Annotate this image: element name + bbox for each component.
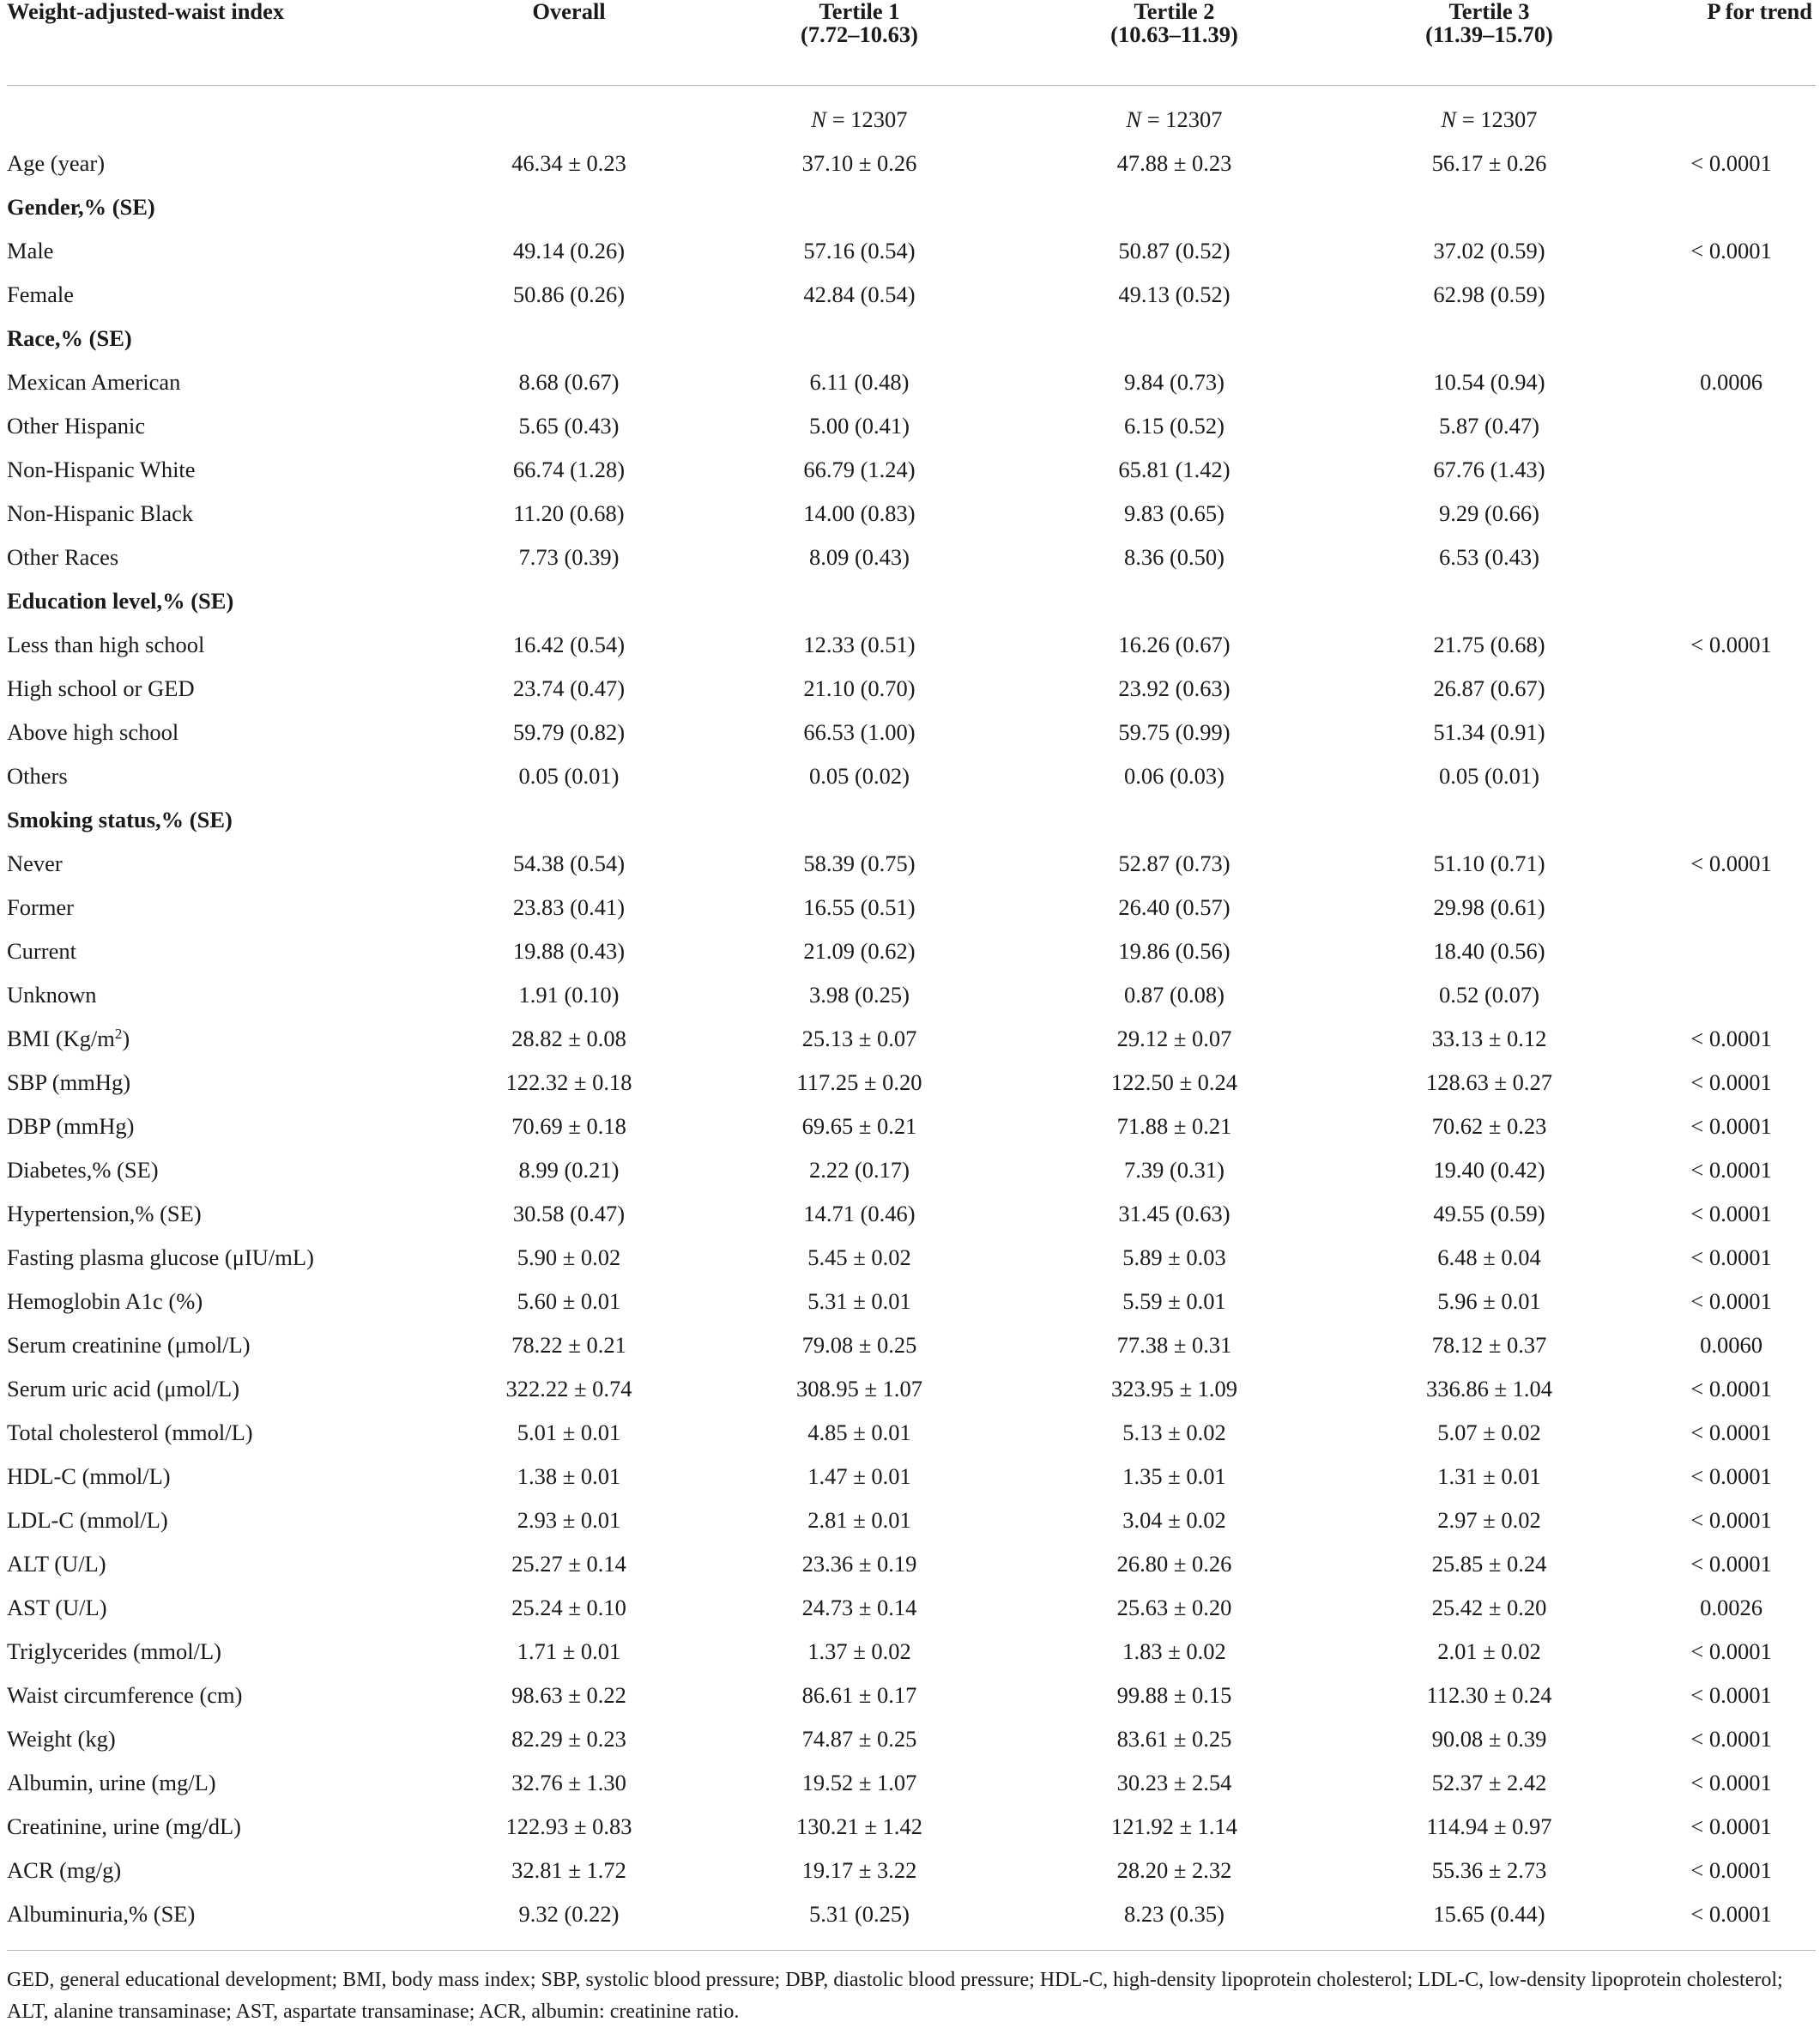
cell-overall: 11.20 (0.68) [513,499,625,526]
cell-p-for-trend: < 0.0001 [1690,1550,1772,1577]
table-row [7,1280,1816,1323]
row-label: Current [7,937,76,964]
cell-tertile-3: 114.94 ± 0.97 [1426,1813,1552,1839]
table-row [7,1411,1816,1455]
cell-p-for-trend: < 0.0001 [1690,1813,1772,1839]
table-body [7,85,1816,1936]
cell-tertile-1: 16.55 (0.51) [803,893,916,920]
row-label: Diabetes,% (SE) [7,1156,159,1183]
cell-p-for-trend: < 0.0001 [1690,1068,1772,1095]
cell-p-for-trend: < 0.0001 [1690,1725,1772,1752]
cell-tertile-3: 78.12 ± 0.37 [1431,1331,1547,1358]
cell-p-for-trend: < 0.0001 [1690,1375,1772,1401]
cell-tertile-2: 0.06 (0.03) [1123,762,1225,789]
cell-overall: 54.38 (0.54) [512,850,626,876]
cell-tertile-3: 15.65 (0.44) [1433,1900,1545,1927]
cell-tertile-3: 25.42 ± 0.20 [1431,1594,1547,1620]
cell-tertile-3: 5.96 ± 0.01 [1437,1287,1541,1314]
cell-tertile-1: 14.00 (0.83) [803,499,916,526]
table-row [7,1674,1816,1717]
cell-p-for-trend [1647,448,1816,492]
cell-overall: 5.01 ± 0.01 [517,1419,621,1445]
section-label: Race,% (SE) [7,324,132,351]
cell-tertile-1: 2.22 (0.17) [808,1156,910,1183]
cell-tertile-3: 112.30 ± 0.24 [1426,1681,1552,1708]
cell-p-for-trend [1647,492,1816,536]
cell-tertile-3: 49.55 (0.59) [1433,1200,1545,1226]
cell-overall: 2.93 ± 0.01 [517,1506,621,1533]
cell-tertile-3: 62.98 (0.59) [1433,281,1545,307]
cell-tertile-2: 9.83 (0.65) [1123,499,1225,526]
cell-p-for-trend [1647,536,1816,579]
cell-p-for-trend: < 0.0001 [1690,1462,1772,1489]
header-tertile-2: Tertile 2 (10.63–11.39) [1110,0,1238,47]
row-label: ALT (U/L) [7,1550,106,1577]
sample-size-row [7,98,1816,142]
cell-tertile-1: 1.37 ± 0.02 [807,1638,911,1664]
cell-tertile-3: 18.40 (0.56) [1433,937,1545,964]
cell-tertile-1: 308.95 ± 1.07 [795,1375,923,1401]
cell-tertile-1: 21.10 (0.70) [803,675,916,701]
row-label: Hemoglobin A1c (%) [7,1287,203,1314]
cell-tertile-1: 58.39 (0.75) [803,850,916,876]
cell-tertile-3: 51.10 (0.71) [1433,850,1545,876]
sample-size-tertile-3: N = 12307 [1441,106,1538,132]
row-label: Male [7,237,54,263]
row-label: Fasting plasma glucose (μIU/mL) [7,1244,314,1270]
cell-tertile-3: 67.76 (1.43) [1433,456,1545,482]
cell-tertile-2: 5.59 ± 0.01 [1122,1287,1226,1314]
row-label: Weight (kg) [7,1725,116,1752]
row-label: Mexican American [7,368,181,395]
row-label: Albuminuria,% (SE) [7,1900,196,1927]
cell-p-for-trend [1647,273,1816,317]
cell-overall: 49.14 (0.26) [512,237,626,263]
cell-tertile-1: 37.10 ± 0.26 [801,149,917,176]
cell-p-for-trend: < 0.0001 [1690,1200,1772,1226]
table-row [7,1498,1816,1542]
table-row [7,1892,1816,1936]
cell-p-for-trend: < 0.0001 [1690,237,1772,263]
row-label: Total cholesterol (mmol/L) [7,1419,253,1445]
header-tertile-1: Tertile 1 (7.72–10.63) [801,0,918,47]
cell-tertile-1: 3.98 (0.25) [808,981,910,1008]
cell-overall: 23.74 (0.47) [512,675,626,701]
row-label: HDL-C (mmol/L) [7,1462,171,1489]
cell-p-for-trend: < 0.0001 [1690,1681,1772,1708]
cell-p-for-trend: < 0.0001 [1690,1156,1772,1183]
section-label: Education level,% (SE) [7,587,234,614]
cell-overall: 28.82 ± 0.08 [511,1025,626,1051]
cell-tertile-2: 31.45 (0.63) [1118,1200,1230,1226]
cell-p-for-trend [1647,667,1816,711]
cell-tertile-3: 90.08 ± 0.39 [1431,1725,1547,1752]
cell-tertile-1: 79.08 ± 0.25 [801,1331,917,1358]
table-row [7,142,1816,185]
cell-tertile-3: 6.53 (0.43) [1438,543,1540,570]
table-row [7,667,1816,711]
cell-overall: 32.76 ± 1.30 [511,1769,626,1795]
cell-tertile-1: 0.05 (0.02) [808,762,910,789]
cell-p-for-trend [1647,711,1816,754]
cell-overall: 1.38 ± 0.01 [517,1462,621,1489]
cell-p-for-trend: < 0.0001 [1690,1025,1772,1051]
cell-overall: 78.22 ± 0.21 [511,1331,626,1358]
cell-p-for-trend: < 0.0001 [1690,631,1772,657]
cell-tertile-2: 323.95 ± 1.09 [1110,1375,1238,1401]
cell-tertile-3: 128.63 ± 0.27 [1425,1068,1553,1095]
cell-tertile-3: 29.98 (0.61) [1433,893,1545,920]
section-label: Smoking status,% (SE) [7,806,233,832]
table-row [7,360,1816,404]
cell-overall: 59.79 (0.82) [512,718,626,745]
table-row [7,273,1816,317]
table-row [7,711,1816,754]
cell-overall: 1.71 ± 0.01 [517,1638,621,1664]
cell-tertile-2: 5.13 ± 0.02 [1122,1419,1226,1445]
cell-p-for-trend: < 0.0001 [1690,1244,1772,1270]
row-label: AST (U/L) [7,1594,107,1620]
cell-tertile-3: 10.54 (0.94) [1433,368,1545,395]
table-footnote: GED, general educational development; BMI, body mass index; SBP, systolic blood pressure; DBP, diastolic blood pressure; HDL-C, high-density lipoprotein cholesterol; LDL-C, low-density lipoprotein cholesterol; ALT, alanine transaminase; AST, aspartate transaminase; ACR, albumin: creatinine ratio. [7,1969,1783,2023]
cell-tertile-2: 49.13 (0.52) [1118,281,1230,307]
cell-tertile-1: 4.85 ± 0.01 [807,1419,911,1445]
section-header-row [7,185,1816,229]
table-row [7,404,1816,448]
row-label: High school or GED [7,675,195,701]
cell-tertile-1: 24.73 ± 0.14 [801,1594,917,1620]
table-row [7,886,1816,929]
cell-overall: 9.32 (0.22) [518,1900,620,1927]
header-index-label: Weight-adjusted-waist index [7,0,285,24]
cell-tertile-3: 56.17 ± 0.26 [1431,149,1547,176]
cell-tertile-1: 66.79 (1.24) [803,456,916,482]
header-overall: Overall [532,0,606,24]
cell-p-for-trend: < 0.0001 [1690,149,1772,176]
cell-tertile-3: 0.52 (0.07) [1438,981,1540,1008]
cell-tertile-1: 8.09 (0.43) [808,543,910,570]
cell-tertile-3: 51.34 (0.91) [1433,718,1545,745]
cell-tertile-1: 74.87 ± 0.25 [801,1725,917,1752]
cell-tertile-2: 30.23 ± 2.54 [1116,1769,1232,1795]
row-label: Less than high school [7,631,205,657]
cell-tertile-2: 5.89 ± 0.03 [1122,1244,1226,1270]
table-row [7,1105,1816,1148]
cell-tertile-3: 336.86 ± 1.04 [1425,1375,1553,1401]
table-row [7,754,1816,798]
table-row [7,1236,1816,1280]
cell-tertile-2: 28.20 ± 2.32 [1116,1856,1232,1883]
cell-tertile-2: 3.04 ± 0.02 [1122,1506,1226,1533]
cell-p-for-trend [1647,929,1816,973]
cell-tertile-2: 25.63 ± 0.20 [1116,1594,1232,1620]
cell-tertile-3: 0.05 (0.01) [1438,762,1540,789]
row-label: Waist circumference (cm) [7,1681,243,1708]
cell-p-for-trend: 0.0060 [1700,1331,1763,1358]
cell-tertile-3: 52.37 ± 2.42 [1431,1769,1547,1795]
cell-p-for-trend: < 0.0001 [1690,1287,1772,1314]
cell-p-for-trend: < 0.0001 [1690,1506,1772,1533]
row-label: Never [7,850,63,876]
cell-overall: 66.74 (1.28) [512,456,626,482]
cell-overall: 98.63 ± 0.22 [511,1681,626,1708]
cell-tertile-1: 12.33 (0.51) [803,631,916,657]
cell-overall: 1.91 (0.10) [518,981,620,1008]
cell-overall: 32.81 ± 1.72 [511,1856,626,1883]
row-label: Former [7,893,75,920]
row-label: Albumin, urine (mg/L) [7,1769,216,1795]
cell-tertile-3: 25.85 ± 0.24 [1431,1550,1547,1577]
cell-p-for-trend: 0.0026 [1700,1594,1763,1620]
cell-p-for-trend [1647,754,1816,798]
cell-tertile-3: 2.97 ± 0.02 [1437,1506,1541,1533]
cell-tertile-3: 5.07 ± 0.02 [1437,1419,1541,1445]
cell-tertile-2: 16.26 (0.67) [1118,631,1230,657]
cell-overall: 25.27 ± 0.14 [511,1550,626,1577]
table-row [7,536,1816,579]
cell-tertile-2: 50.87 (0.52) [1118,237,1230,263]
cell-tertile-1: 5.45 ± 0.02 [807,1244,911,1270]
table-row [7,1586,1816,1630]
cell-p-for-trend: < 0.0001 [1690,850,1772,876]
cell-tertile-2: 77.38 ± 0.31 [1116,1331,1232,1358]
cell-tertile-2: 26.40 (0.57) [1118,893,1230,920]
cell-tertile-1: 66.53 (1.00) [803,718,916,745]
section-header-row [7,798,1816,842]
cell-tertile-2: 29.12 ± 0.07 [1116,1025,1232,1051]
table-row [7,1061,1816,1105]
cell-tertile-2: 47.88 ± 0.23 [1116,149,1232,176]
table-row [7,929,1816,973]
row-label: Serum creatinine (μmol/L) [7,1331,251,1358]
cell-tertile-1: 42.84 (0.54) [803,281,916,307]
table-row [7,1805,1816,1849]
cell-p-for-trend: < 0.0001 [1690,1638,1772,1664]
cell-overall: 19.88 (0.43) [512,937,626,964]
cell-overall: 5.60 ± 0.01 [517,1287,621,1314]
cell-tertile-1: 6.11 (0.48) [809,368,910,395]
cell-p-for-trend: 0.0006 [1700,368,1763,395]
cell-tertile-2: 26.80 ± 0.26 [1116,1550,1232,1577]
table-row [7,1017,1816,1061]
baseline-characteristics-table [7,0,1816,1936]
sample-size-tertile-1: N = 12307 [811,106,908,132]
cell-p-for-trend: < 0.0001 [1690,1112,1772,1139]
cell-tertile-1: 5.31 ± 0.01 [807,1287,911,1314]
cell-p-for-trend: < 0.0001 [1690,1769,1772,1795]
cell-overall: 5.90 ± 0.02 [517,1244,621,1270]
table-row [7,1761,1816,1805]
sample-size-tertile-2: N = 12307 [1126,106,1223,132]
row-label: Triglycerides (mmol/L) [7,1638,222,1664]
cell-overall: 16.42 (0.54) [512,631,626,657]
header-divider [7,85,1816,98]
cell-tertile-1: 25.13 ± 0.07 [801,1025,917,1051]
table-row [7,1630,1816,1674]
table-header [7,0,1816,85]
cell-tertile-1: 5.00 (0.41) [808,412,910,439]
row-label: Unknown [7,981,97,1008]
table-row [7,1455,1816,1498]
table-row [7,1717,1816,1761]
footer-divider [7,1950,1816,1951]
section-header-row [7,317,1816,360]
cell-tertile-2: 9.84 (0.73) [1123,368,1225,395]
row-label: Non-Hispanic Black [7,499,194,526]
cell-tertile-2: 52.87 (0.73) [1118,850,1230,876]
cell-tertile-3: 19.40 (0.42) [1433,1156,1545,1183]
cell-tertile-1: 69.65 ± 0.21 [801,1112,917,1139]
row-label: Female [7,281,74,307]
cell-tertile-2: 71.88 ± 0.21 [1116,1112,1232,1139]
cell-overall: 70.69 ± 0.18 [511,1112,626,1139]
table-row [7,1192,1816,1236]
cell-tertile-1: 23.36 ± 0.19 [801,1550,917,1577]
row-label: Hypertension,% (SE) [7,1200,202,1226]
cell-tertile-3: 26.87 (0.67) [1433,675,1545,701]
table-row [7,229,1816,273]
cell-overall: 322.22 ± 0.74 [505,1375,632,1401]
cell-tertile-2: 23.92 (0.63) [1118,675,1230,701]
cell-p-for-trend: < 0.0001 [1690,1900,1772,1927]
cell-tertile-3: 9.29 (0.66) [1438,499,1540,526]
cell-tertile-3: 1.31 ± 0.01 [1437,1462,1541,1489]
cell-tertile-3: 6.48 ± 0.04 [1437,1244,1541,1270]
table-row [7,842,1816,886]
cell-overall: 122.93 ± 0.83 [505,1813,632,1839]
cell-tertile-1: 21.09 (0.62) [803,937,916,964]
cell-tertile-1: 86.61 ± 0.17 [801,1681,917,1708]
cell-tertile-3: 37.02 (0.59) [1433,237,1545,263]
table-row [7,492,1816,536]
table-row [7,623,1816,667]
cell-overall: 46.34 ± 0.23 [511,149,626,176]
cell-tertile-2: 8.23 (0.35) [1123,1900,1225,1927]
cell-overall: 8.99 (0.21) [518,1156,620,1183]
cell-tertile-3: 21.75 (0.68) [1433,631,1545,657]
section-header-row [7,579,1816,623]
cell-overall: 82.29 ± 0.23 [511,1725,626,1752]
cell-tertile-2: 19.86 (0.56) [1118,937,1230,964]
cell-tertile-2: 1.83 ± 0.02 [1122,1638,1226,1664]
cell-overall: 0.05 (0.01) [518,762,620,789]
cell-p-for-trend: < 0.0001 [1690,1419,1772,1445]
row-label: BMI $(Kg/m^2)$ [7,1025,130,1051]
cell-overall: 7.73 (0.39) [518,543,620,570]
cell-overall: 5.65 (0.43) [518,412,620,439]
cell-overall: 122.32 ± 0.18 [505,1068,632,1095]
row-label: ACR (mg/g) [7,1856,122,1883]
cell-p-for-trend [1647,404,1816,448]
cell-tertile-3: 55.36 ± 2.73 [1431,1856,1547,1883]
table-row [7,448,1816,492]
cell-tertile-3: 70.62 ± 0.23 [1431,1112,1547,1139]
row-label: Other Hispanic [7,412,146,439]
cell-tertile-2: 6.15 (0.52) [1123,412,1225,439]
table-row [7,1148,1816,1192]
cell-tertile-3: 2.01 ± 0.02 [1437,1638,1541,1664]
cell-tertile-2: 59.75 (0.99) [1118,718,1230,745]
row-label: Non-Hispanic White [7,456,196,482]
cell-overall: 50.86 (0.26) [512,281,626,307]
cell-tertile-2: 99.88 ± 0.15 [1116,1681,1232,1708]
table-row [7,1323,1816,1367]
cell-tertile-3: 5.87 (0.47) [1438,412,1540,439]
cell-tertile-3: 33.13 ± 0.12 [1431,1025,1547,1051]
cell-tertile-1: 19.17 ± 3.22 [801,1856,917,1883]
cell-tertile-2: 121.92 ± 1.14 [1110,1813,1238,1839]
header-tertile-3: Tertile 3 (11.39–15.70) [1425,0,1553,47]
cell-p-for-trend: < 0.0001 [1690,1856,1772,1883]
cell-tertile-1: 1.47 ± 0.01 [807,1462,911,1489]
row-label: DBP (mmHg) [7,1112,135,1139]
cell-p-for-trend [1647,973,1816,1017]
cell-tertile-2: 122.50 ± 0.24 [1110,1068,1238,1095]
header-p-for-trend: P for trend [1707,0,1812,24]
cell-p-for-trend [1647,886,1816,929]
cell-overall: 30.58 (0.47) [512,1200,626,1226]
row-label: Serum uric acid (μmol/L) [7,1375,240,1401]
cell-tertile-2: 1.35 ± 0.01 [1122,1462,1226,1489]
row-label: Creatinine, urine (mg/dL) [7,1813,242,1839]
section-label: Gender,% (SE) [7,193,155,220]
cell-overall: 25.24 ± 0.10 [511,1594,626,1620]
row-label: SBP (mmHg) [7,1068,131,1095]
table-row [7,1849,1816,1892]
cell-tertile-2: 7.39 (0.31) [1123,1156,1225,1183]
cell-tertile-1: 117.25 ± 0.20 [796,1068,922,1095]
cell-tertile-1: 130.21 ± 1.42 [795,1813,923,1839]
table-row [7,973,1816,1017]
cell-tertile-2: 0.87 (0.08) [1123,981,1225,1008]
cell-tertile-1: 2.81 ± 0.01 [807,1506,911,1533]
row-label: Age (year) [7,149,106,176]
table-row [7,1542,1816,1586]
cell-tertile-2: 65.81 (1.42) [1118,456,1230,482]
cell-tertile-1: 19.52 ± 1.07 [801,1769,917,1795]
table-row [7,1367,1816,1411]
row-label: Others [7,762,68,789]
cell-overall: 8.68 (0.67) [518,368,620,395]
cell-tertile-1: 5.31 (0.25) [808,1900,910,1927]
row-label: Other Races [7,543,119,570]
cell-overall: 23.83 (0.41) [512,893,626,920]
cell-tertile-2: 8.36 (0.50) [1123,543,1225,570]
row-label: Above high school [7,718,179,745]
cell-tertile-1: 14.71 (0.46) [803,1200,916,1226]
cell-tertile-2: 83.61 ± 0.25 [1116,1725,1232,1752]
cell-tertile-1: 57.16 (0.54) [803,237,916,263]
row-label: LDL-C (mmol/L) [7,1506,168,1533]
